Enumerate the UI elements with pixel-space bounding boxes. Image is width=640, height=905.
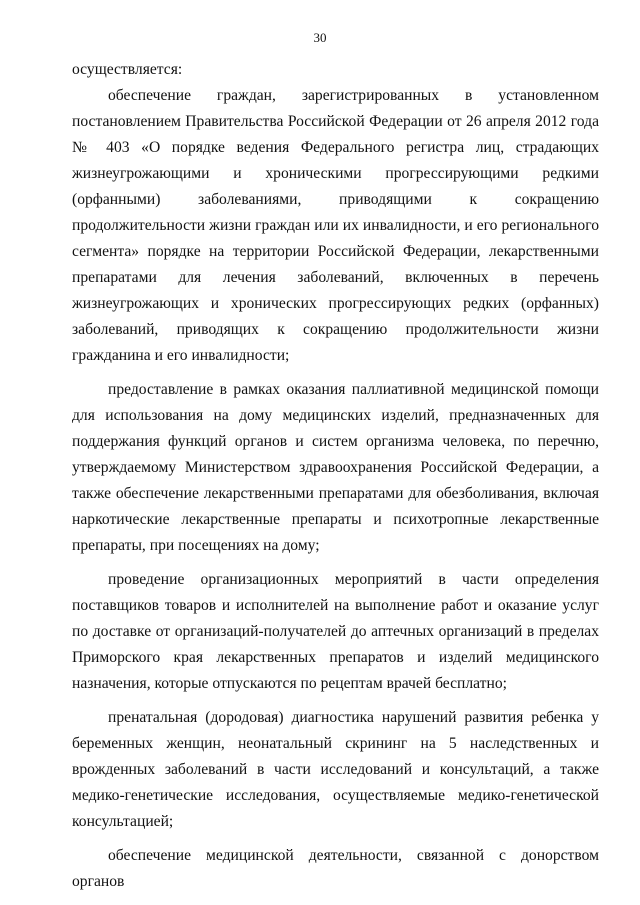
- paragraph-palliative-care: предоставление в рамках оказания паллиативной медицинской помощи для использования на дому медицинских изделий, предназначенных для поддержания функций органов и систем организма человека, по перечню, утверждаемому Министерством здравоохранения Российской Федерации, а также обеспечение лекарственными препаратами для обезболивания, включая наркотические лекарственные препараты и психотропные лекарственные препараты, при посещениях на дому;: [72, 381, 599, 554]
- paragraph-suppliers: проведение организационных мероприятий в части определения поставщиков товаров и исполнителей на выполнение работ и оказание услуг по доставке от организаций-получателей до аптечных организаций в пределах Приморского края лекарственных препаратов и изделий медицинского назначения, которые отпускаются по рецептам врачей бесплатно;: [72, 571, 599, 692]
- document-body: [72, 57, 599, 895]
- paragraph-orphan-diseases: обеспечение граждан, зарегистрированных в установленном постановлением Правительства Российской Федерации от 26 апреля 2012 года № 403 «О порядке ведения Федерального регистра лиц, страдающих жизнеугрожающими и хроническими прогрессирующими редкими (орфанными) заболеваниями, приводящими к сокращению продолжительности жизни граждан или их инвалидности, и его регионального сегмента» порядке на территории Российской Федерации, лекарственными препаратами для лечения заболеваний, включенных в перечень жизнеугрожающих и хронических прогрессирующих редких (орфанных) заболеваний, приводящих к сокращению продолжительности жизни гражданина и его инвалидности;: [72, 87, 599, 364]
- paragraph-prenatal-diagnostics: пренатальная (дородовая) диагностика нарушений развития ребенка у беременных женщин, неонатальный скрининг на 5 наследственных и врожденных заболеваний в части исследований и консультаций, а также медико-генетические исследования, осуществляемые медико-генетической консультацией;: [72, 709, 599, 830]
- paragraph-organ-donation: обеспечение медицинской деятельности, связанной с донорством органов: [72, 847, 599, 890]
- paragraph-continuation: осуществляется:: [72, 61, 183, 78]
- page-number: 30: [313, 30, 327, 45]
